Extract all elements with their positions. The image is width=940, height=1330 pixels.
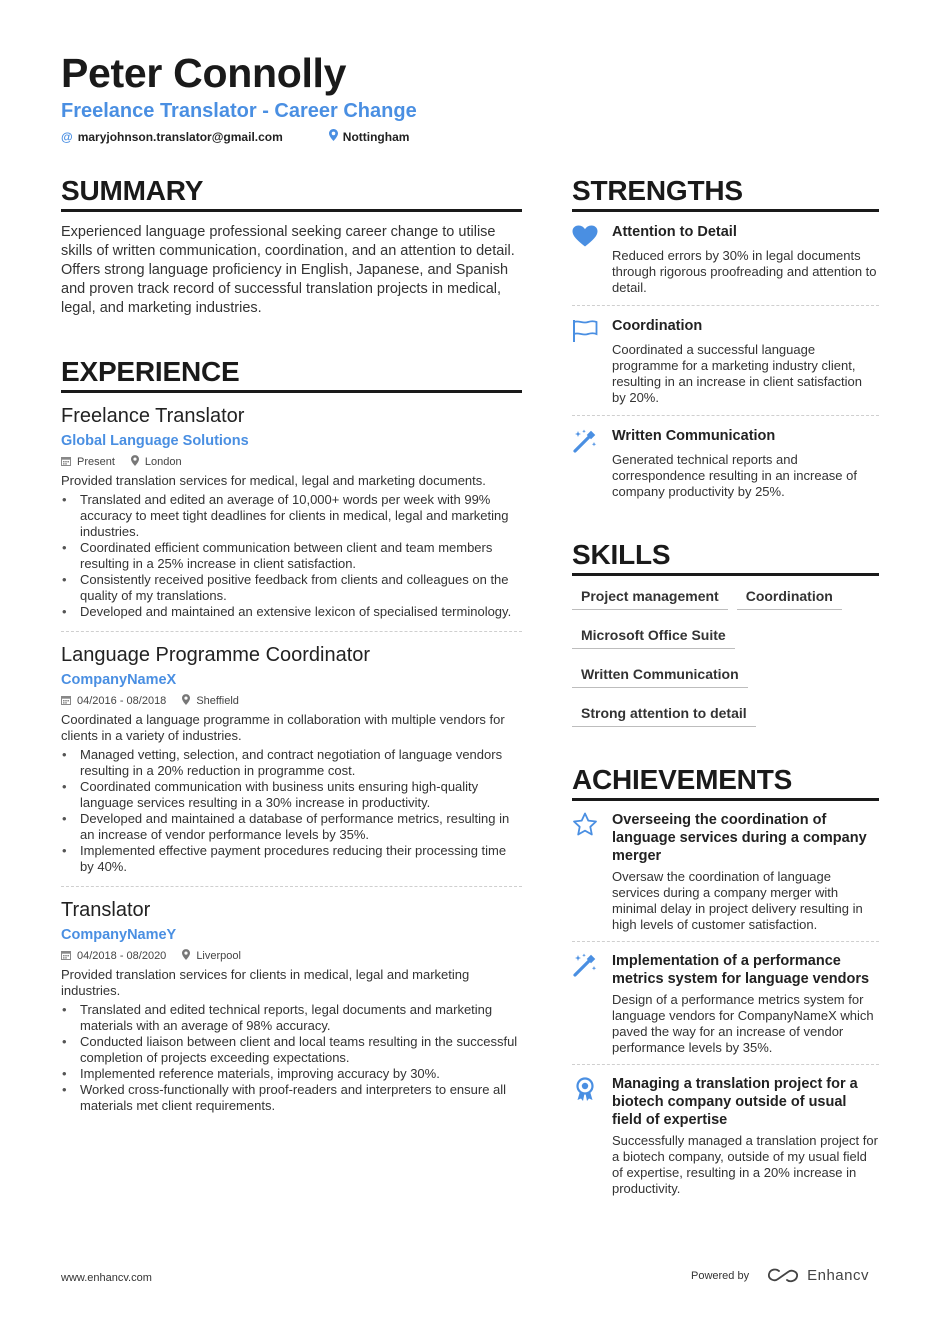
job-location: Sheffield (196, 695, 239, 707)
achievement-title: Overseeing the coordination of language services during a company merger (612, 812, 867, 864)
enhancv-brand-name: Enhancv (807, 1267, 869, 1284)
job-bullet: • Implemented effective payment procedures reducing their processing time by 40%. (61, 843, 522, 875)
location-pin-icon (182, 949, 190, 963)
calendar-icon (61, 950, 71, 963)
contact-email[interactable]: maryjohnson.translator@gmail.com (77, 129, 283, 144)
summary-text: Experienced language professional seeking career change to utilise skills of written communication, coordination, and an attention to detail. Offers strong language proficiency in English, Japanese, and Spanish and proven track record of successful translation projects in medical, legal, and marketing industries. (61, 224, 515, 316)
star-icon (572, 811, 612, 933)
job-company: CompanyNameY (61, 927, 177, 943)
at-sign-icon: @ (61, 129, 73, 144)
strength-description: Reduced errors by 30% in legal documents through rigorous proofreading and attention to detail. (612, 248, 877, 295)
strength-item (572, 416, 879, 509)
job-bullet: • Coordinated efficient communication between client and team members resulting in a 25% increase in client satisfaction. (61, 540, 522, 572)
job-meta (61, 694, 522, 708)
achievement-title: Managing a translation project for a biotech company outside of usual field of expertise (612, 1076, 858, 1128)
job-entry (61, 644, 522, 887)
location-pin-icon (131, 455, 139, 469)
contact-row (61, 129, 409, 144)
skill-tag: Coordination (737, 582, 842, 610)
candidate-name: Peter Connolly (61, 50, 347, 96)
job-company: Global Language Solutions (61, 433, 249, 449)
footer-website[interactable]: www.enhancv.com (61, 1272, 152, 1284)
job-bullet: • Developed and maintained an extensive lexicon of specialised terminology. (61, 604, 522, 620)
strength-title: Coordination (612, 318, 703, 334)
achievement-title: Implementation of a performance metrics system for language vendors (612, 953, 870, 987)
strength-item (572, 306, 879, 416)
job-bullet: • Worked cross-functionally with proof-readers and interpreters to ensure all materials met client requirements. (61, 1082, 522, 1114)
award-ribbon-icon (572, 1075, 612, 1197)
strength-description: Generated technical reports and correspondence resulting in an increase of company productivity by 25%. (612, 452, 857, 499)
calendar-icon (61, 456, 71, 469)
flag-icon (572, 318, 612, 406)
calendar-icon (61, 695, 71, 708)
job-bullet: • Translated and edited an average of 10,000+ words per week with 99% accuracy to meet tight deadlines for clients in medical, legal and marketing industries. (61, 492, 522, 540)
strength-item (572, 212, 879, 306)
job-description: Provided translation services for medical, legal and marketing documents. (61, 473, 486, 488)
strengths-heading: STRENGTHS (572, 175, 879, 212)
achievement-description: Oversaw the coordination of language services during a company merger with minimal delay in project delivery resulting in high levels of customer satisfaction. (612, 869, 863, 932)
job-entry (61, 899, 522, 1125)
job-bullets (61, 747, 522, 875)
skill-tag: Strong attention to detail (572, 699, 756, 727)
achievements-heading: ACHIEVEMENTS (572, 764, 879, 801)
job-bullet: • Coordinated communication with business units ensuring high-quality language services resulting in a 30% increase in productivity. (61, 779, 522, 811)
job-bullets (61, 492, 522, 620)
magic-wand-icon (572, 952, 612, 1056)
location-pin-icon (182, 694, 190, 708)
strength-title: Attention to Detail (612, 224, 737, 240)
job-title: Language Programme Coordinator (61, 644, 371, 666)
skill-tag: Written Communication (572, 660, 748, 688)
powered-by-label: Powered by (691, 1269, 750, 1282)
location-pin-icon (329, 129, 338, 144)
job-meta (61, 455, 522, 469)
job-dates: Present (77, 456, 115, 468)
strength-description: Coordinated a successful language programme for a marketing industry client, resulting in an increase in client satisfaction by 20%. (612, 342, 863, 405)
magic-wand-icon (572, 428, 612, 500)
job-entry (61, 405, 522, 632)
right-column (572, 175, 879, 1205)
heart-icon (572, 224, 612, 296)
achievement-item (572, 1065, 879, 1205)
job-description: Provided translation services for clients in medical, legal and marketing industries. (61, 967, 470, 998)
left-column (61, 175, 522, 1125)
achievement-item (572, 801, 879, 942)
enhancv-logo-icon (767, 1268, 799, 1284)
footer-branding (691, 1267, 869, 1284)
job-location: London (144, 456, 182, 468)
summary-heading: SUMMARY (61, 175, 522, 212)
job-meta (61, 949, 522, 963)
achievement-description: Design of a performance metrics system for language vendors for CompanyNameX which paved the way for an increase of vendor performance levels by 35%. (612, 992, 874, 1055)
strength-title: Written Communication (612, 428, 776, 444)
job-title: Freelance Translator (61, 405, 245, 427)
skill-tag: Microsoft Office Suite (572, 621, 735, 649)
job-bullet: • Consistently received positive feedback from clients and colleagues on the quality of my translations. (61, 572, 522, 604)
job-company: CompanyNameX (61, 672, 177, 688)
job-dates: 04/2016 - 08/2018 (77, 695, 167, 707)
job-bullet: • Conducted liaison between client and local teams resulting in the successful completion of projects exceeding expectations. (61, 1034, 522, 1066)
experience-heading: EXPERIENCE (61, 356, 522, 393)
achievement-item (572, 942, 879, 1065)
job-bullet: • Translated and edited technical reports, legal documents and marketing materials with an average of 98% accuracy. (61, 1002, 522, 1034)
job-bullets (61, 1002, 522, 1114)
candidate-headline: Freelance Translator - Career Change (61, 100, 417, 122)
skills-list (572, 582, 879, 738)
job-description: Coordinated a language programme in collaboration with multiple vendors for clients in a variety of industries. (61, 712, 505, 743)
skills-heading: SKILLS (572, 539, 879, 576)
job-bullet: • Developed and maintained a database of performance metrics, resulting in an increase of vendor performance levels by 35%. (61, 811, 522, 843)
job-location: Liverpool (196, 950, 241, 962)
achievement-description: Successfully managed a translation project for a biotech company, outside of my usual field of expertise, resulting in a 20% increase in productivity. (612, 1133, 878, 1196)
job-bullet: • Implemented reference materials, improving accuracy by 30%. (61, 1066, 522, 1082)
job-title: Translator (61, 899, 151, 921)
contact-location: Nottingham (342, 129, 410, 144)
job-bullet: • Managed vetting, selection, and contract negotiation of language vendors resulting in a 20% reduction in programme cost. (61, 747, 522, 779)
skill-tag: Project management (572, 582, 728, 610)
job-dates: 04/2018 - 08/2020 (77, 950, 167, 962)
